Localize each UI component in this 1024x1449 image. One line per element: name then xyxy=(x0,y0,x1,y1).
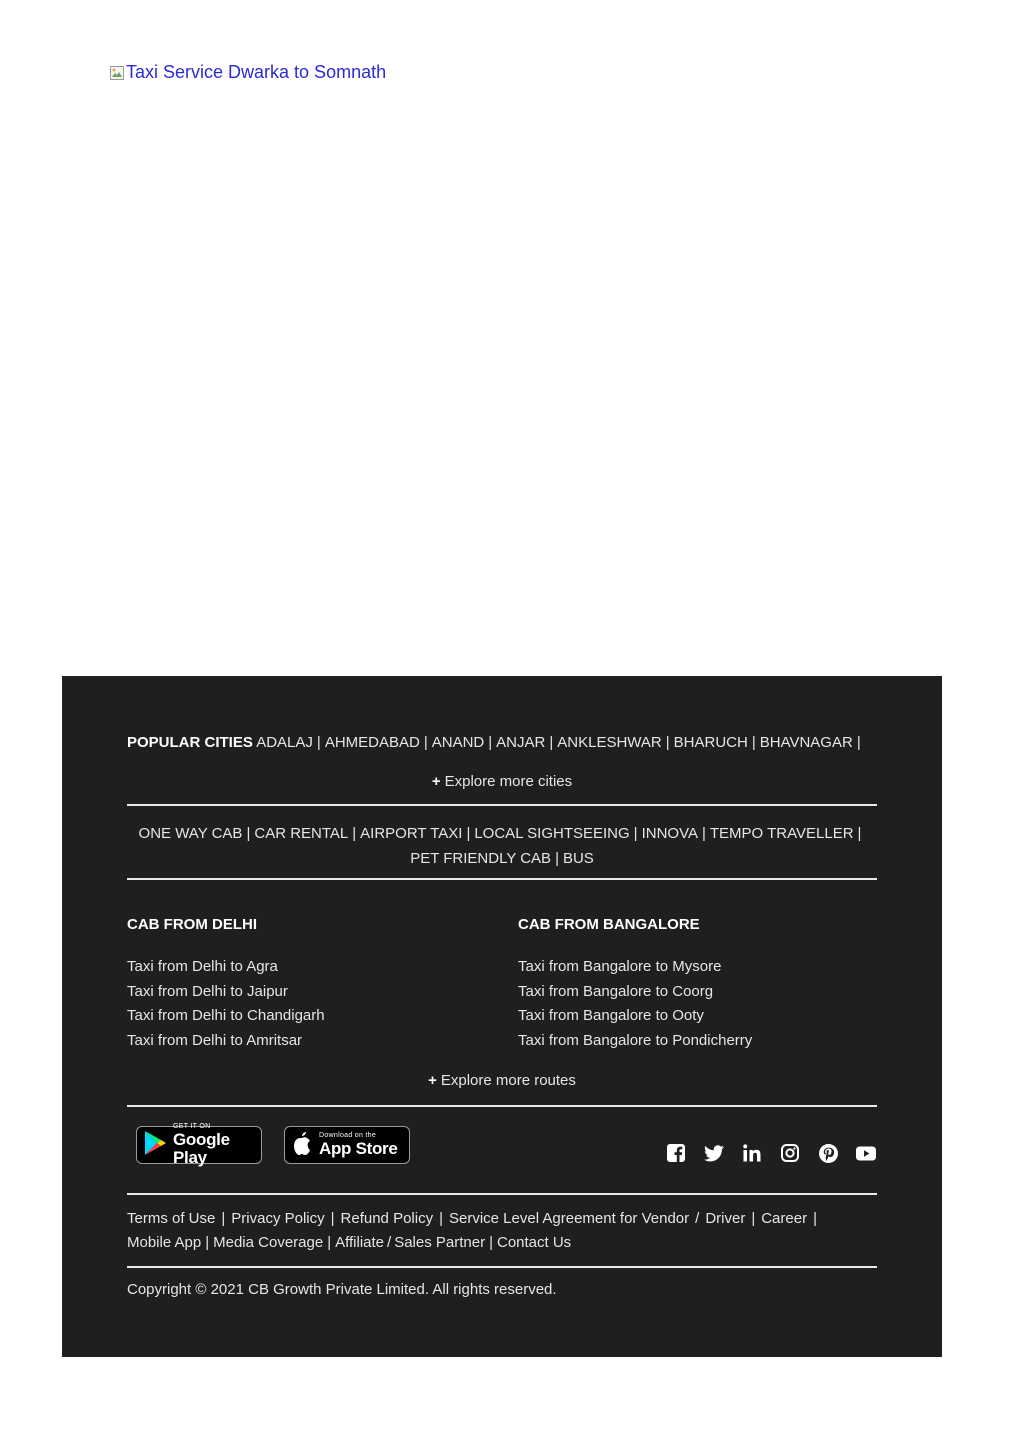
divider xyxy=(127,878,877,880)
route-link[interactable]: Taxi from Delhi to Chandigarh xyxy=(127,1007,325,1024)
separator: | xyxy=(330,1210,335,1227)
explore-cities-label: Explore more cities xyxy=(444,773,573,790)
cab-from-delhi-heading: CAB FROM DELHI xyxy=(127,916,257,933)
legal-links xyxy=(127,1207,877,1255)
app-store-button[interactable] xyxy=(284,1126,410,1164)
separator: | xyxy=(466,825,471,842)
separator: | xyxy=(327,1234,332,1251)
popular-cities-heading: POPULAR CITIES xyxy=(127,734,253,751)
service-links-row-2 xyxy=(127,846,877,871)
cab-from-bangalore xyxy=(518,916,878,1053)
divider xyxy=(127,1193,877,1195)
sales-partner-link[interactable]: Sales Partner xyxy=(394,1234,486,1251)
separator: | xyxy=(489,1234,493,1251)
separator: | xyxy=(439,1210,443,1227)
service-link-car-rental[interactable]: CAR RENTAL xyxy=(254,825,349,842)
route-link[interactable]: Taxi from Bangalore to Mysore xyxy=(518,958,722,975)
linkedin-icon[interactable] xyxy=(741,1142,763,1164)
facebook-icon[interactable] xyxy=(665,1142,687,1164)
affiliate-link[interactable]: Affiliate xyxy=(335,1234,385,1251)
career-link[interactable]: Career xyxy=(761,1210,808,1227)
divider xyxy=(127,1266,877,1268)
service-link-tempo-traveller[interactable]: TEMPO TRAVELLER xyxy=(709,825,854,842)
contact-link[interactable]: Contact Us xyxy=(496,1234,572,1251)
privacy-link[interactable]: Privacy Policy xyxy=(231,1210,325,1227)
terms-link[interactable]: Terms of Use xyxy=(127,1210,216,1227)
hero-image-alt-text: Taxi Service Dwarka to Somnath xyxy=(126,62,387,82)
cab-from-bangalore-heading: CAB FROM BANGALORE xyxy=(518,916,700,933)
city-link-anand[interactable]: ANAND xyxy=(431,734,485,751)
route-link[interactable]: Taxi from Bangalore to Pondicherry xyxy=(518,1031,753,1049)
twitter-icon[interactable] xyxy=(703,1142,725,1164)
city-link-adalaj[interactable]: ADALAJ xyxy=(256,734,313,751)
sla-link[interactable]: Service Level Agreement for Vendor xyxy=(449,1210,690,1227)
separator: | xyxy=(352,825,357,842)
google-play-button[interactable] xyxy=(136,1123,262,1167)
explore-cities-link[interactable] xyxy=(62,773,942,790)
instagram-icon[interactable] xyxy=(779,1142,801,1164)
driver-link[interactable]: Driver xyxy=(705,1210,746,1227)
bangalore-route-list xyxy=(518,955,878,1053)
copyright: Copyright © 2021 CB Growth Private Limited. All rights reserved. xyxy=(127,1281,557,1298)
separator: | xyxy=(751,734,756,751)
pinterest-icon[interactable] xyxy=(817,1142,839,1164)
service-link-local-sightseeing[interactable]: LOCAL SIGHTSEEING xyxy=(474,825,630,842)
popular-cities xyxy=(127,733,877,753)
service-link-innova[interactable]: INNOVA xyxy=(641,825,698,842)
service-links-row-1 xyxy=(127,821,877,846)
city-link-bharuch[interactable]: BHARUCH xyxy=(673,734,748,751)
route-link[interactable]: Taxi from Delhi to Amritsar xyxy=(127,1031,303,1049)
explore-routes-link[interactable] xyxy=(62,1072,942,1089)
separator: | xyxy=(316,734,321,751)
mobile-app-link[interactable]: Mobile App xyxy=(127,1234,202,1251)
separator: | xyxy=(549,734,554,751)
site-footer xyxy=(62,676,942,1357)
app-store-small-text: Download on the xyxy=(319,1132,377,1139)
broken-hero-image[interactable] xyxy=(110,62,386,83)
apple-icon xyxy=(291,1130,313,1161)
separator: | xyxy=(751,1210,756,1227)
plus-icon: + xyxy=(428,1072,437,1089)
delhi-route-list xyxy=(127,955,487,1053)
social-links xyxy=(665,1142,877,1164)
separator: | xyxy=(813,1210,817,1227)
separator: | xyxy=(555,850,559,867)
google-play-big-text: Google Play xyxy=(173,1130,230,1167)
explore-routes-label: Explore more routes xyxy=(440,1072,576,1089)
google-play-small-text: GET IT ON xyxy=(173,1123,211,1130)
youtube-icon[interactable] xyxy=(855,1142,877,1164)
separator: | xyxy=(665,734,670,751)
separator: | xyxy=(633,825,638,842)
separator: | xyxy=(246,825,251,842)
separator: | xyxy=(488,734,493,751)
slash: / xyxy=(695,1210,700,1227)
city-link-bhavnagar[interactable]: BHAVNAGAR xyxy=(759,734,853,751)
city-link-anjar[interactable]: ANJAR xyxy=(496,734,546,751)
separator: | xyxy=(221,1210,226,1227)
separator: | xyxy=(423,734,428,751)
divider xyxy=(127,804,877,806)
slash: / xyxy=(387,1234,392,1251)
separator: | xyxy=(701,825,706,842)
divider xyxy=(127,1105,877,1107)
separator: | xyxy=(856,734,861,751)
city-link-ahmedabad[interactable]: AHMEDABAD xyxy=(324,734,420,751)
refund-link[interactable]: Refund Policy xyxy=(340,1210,434,1227)
separator: | xyxy=(205,1234,210,1251)
broken-image-icon xyxy=(110,66,124,80)
service-link-bus[interactable]: BUS xyxy=(562,850,594,867)
service-links xyxy=(127,821,877,871)
route-link[interactable]: Taxi from Delhi to Jaipur xyxy=(127,982,288,1000)
city-list xyxy=(256,734,865,751)
service-link-pet-friendly-cab[interactable]: PET FRIENDLY CAB xyxy=(410,850,552,867)
route-link[interactable]: Taxi from Bangalore to Ooty xyxy=(518,1007,704,1024)
route-link[interactable]: Taxi from Bangalore to Coorg xyxy=(518,982,714,1000)
service-link-one-way-cab[interactable]: ONE WAY CAB xyxy=(138,825,243,842)
app-store-big-text: App Store xyxy=(319,1139,398,1158)
separator: | xyxy=(857,825,862,842)
city-link-ankleshwar[interactable]: ANKLESHWAR xyxy=(557,734,662,751)
service-link-airport-taxi[interactable]: AIRPORT TAXI xyxy=(360,825,463,842)
media-coverage-link[interactable]: Media Coverage xyxy=(213,1234,324,1251)
google-play-icon xyxy=(143,1130,167,1161)
plus-icon: + xyxy=(431,773,441,790)
cab-from-delhi xyxy=(127,916,487,1053)
route-link[interactable]: Taxi from Delhi to Agra xyxy=(127,958,278,975)
